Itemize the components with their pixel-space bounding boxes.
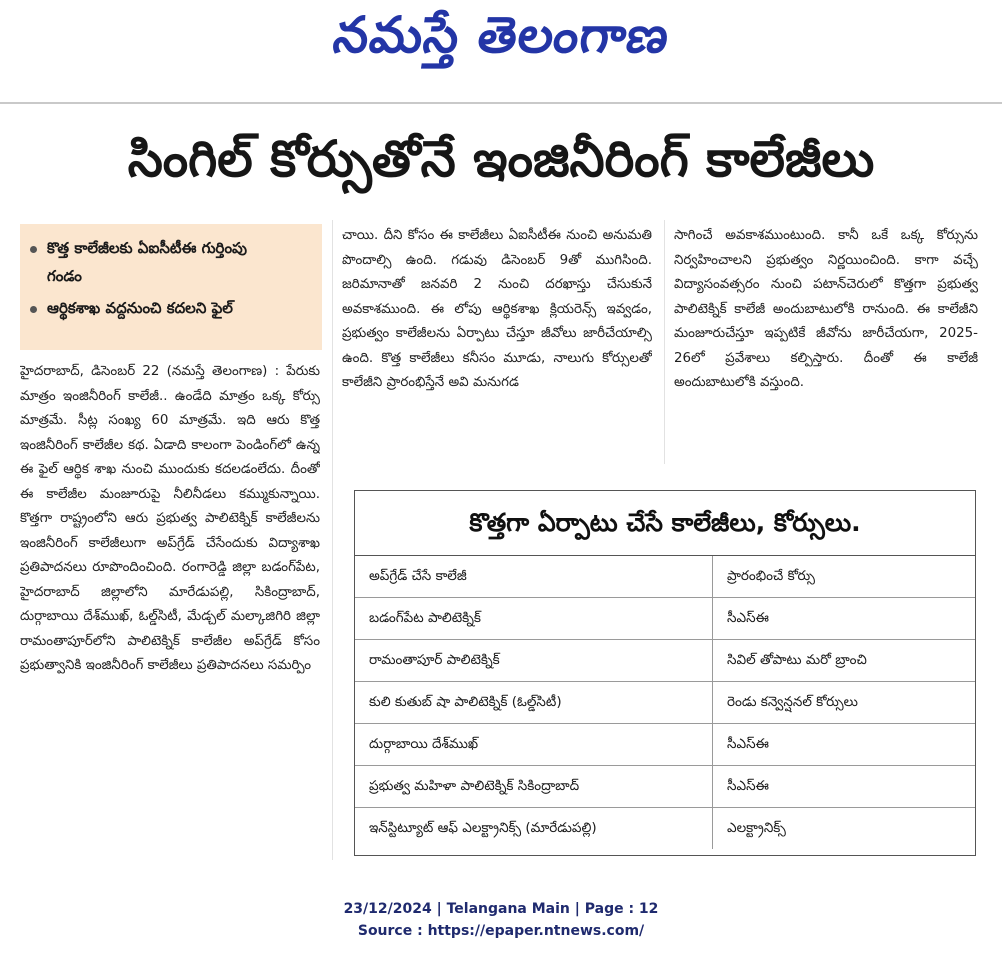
course-cell: సీఎస్‌ఈ bbox=[727, 778, 769, 794]
masthead bbox=[0, 0, 1002, 78]
article-paragraph: హైదరాబాద్, డిసెంబర్ 22 (నమస్తే తెలంగాణ) : పేరుకు మాత్రం ఇంజినీరింగ్ కాలేజీ.. ఉండేది మాత్రం ఒక్క కోర్సు మాత్రమే. సీట్ల సంఖ్య 60 మాత్రమే. ఇది ఆరు కొత్త ఇంజినీరింగ్ కాలేజీల కథ. ఏడాది కాలంగా పెండింగ్‌లో ఉన్న ఈ ఫైల్ ఆర్థిక శాఖ నుంచి ముందుకు కదలడంలేదు. దీంతో ఈ కాలేజీల మంజూరుపై నీలినీడలు కమ్ముకున్నాయి. కొత్తగా రాష్ట్రంలోని ఆరు ప్రభుత్వ పాలిటెక్నిక్ కాలేజీలను ఇంజినీరింగ్ కాలేజీలుగా అప్‌గ్రేడ్ చేసేందుకు విద్యాశాఖ ప్రతిపాదనలు రూపొందించింది. రంగారెడ్డి జిల్లా బడంగ్‌పేట, హైదరాబాద్ జిల్లాలోని మారేడుపల్లి, సికింద్రాబాద్, దుర్గాబాయి దేశ్‌ముఖ్, ఓల్డ్‌సిటీ, మేడ్చల్ మల్కాజిగిరి జిల్లా రామంతాపూర్‌లోని పాలిటెక్నిక్ కాలేజీల అప్‌గ్రేడ్ కోసం ప్రభుత్వానికి ఇంజినీరింగ్ కాలేజీలు ప్రతిపాదనలు సమర్పిం bbox=[20, 364, 320, 673]
college-cell: రామంతాపూర్ పాలిటెక్నిక్ bbox=[355, 640, 713, 681]
bullet-icon bbox=[30, 306, 37, 313]
highlight-item bbox=[30, 234, 314, 290]
course-cell: సీఎస్‌ఈ bbox=[727, 610, 769, 626]
page-footer bbox=[0, 898, 1002, 942]
article-paragraph: చాయి. దీని కోసం ఈ కాలేజీలు ఏఐసీటీఈ నుంచి అనుమతి పొందాల్సి ఉంది. గడువు డిసెంబర్ 9తో ముగిసింది. జరిమానాతో జనవరి 2 నుంచి దరఖాస్తు చేసుకునే అవకాశముంది. ఈ లోపు ఆర్థికశాఖ క్లియరెన్స్ ఇవ్వడం, ప్రభుత్వం కాలేజీలను ఏర్పాటు చేస్తూ జీవోలు జారీచేయాల్సి ఉంది. కొత్త కాలేజీలు కనీసం మూడు, నాలుగు కోర్సులతో కాలేజీని ప్రారంభిస్తేనే అవి మనుగడ bbox=[342, 228, 652, 390]
article-column-3 bbox=[674, 224, 978, 464]
bullet-icon bbox=[30, 246, 37, 253]
article-column-2 bbox=[342, 224, 652, 464]
source-link[interactable]: https://epaper.ntnews.com/ bbox=[427, 923, 645, 939]
table-header-cell: ప్రారంభించే కోర్సు bbox=[727, 568, 816, 584]
course-cell: సివిల్ తోపాటు మరో బ్రాంచి bbox=[727, 652, 867, 668]
highlight-item bbox=[30, 294, 314, 322]
colleges-table bbox=[354, 490, 976, 856]
table-header-cell: అప్‌గ్రేడ్ చేసే కాలేజీ bbox=[355, 556, 713, 597]
source-line bbox=[0, 920, 1002, 942]
article-paragraph: సాగించే అవకాశముంటుంది. కానీ ఒకే ఒక్క కోర్సును నిర్వహించాలని ప్రభుత్వం నిర్ణయించింది. కాగా వచ్చే విద్యాసంవత్సరం నుంచి పటాన్‌చెరులో కొత్తగా ప్రభుత్వ పాలిటెక్నిక్ కాలేజీ అందుబాటులోకి రానుంది. ఈ కాలేజీని మంజూరుచేస్తూ ఇప్పటికే జీవోను జారీచేయగా, 2025-26లో ప్రవేశాలు కల్పిస్తారు. దీంతో ఈ కాలేజీ అందుబాటులోకి వస్తుంది. bbox=[674, 228, 978, 390]
college-cell: ప్రభుత్వ మహిళా పాలిటెక్నిక్ సికింద్రాబాద్ bbox=[355, 766, 713, 807]
table-row bbox=[355, 682, 975, 724]
course-cell: రెండు కన్వెన్షనల్ కోర్సులు bbox=[727, 694, 858, 710]
college-cell: కులి కుతుబ్ షా పాలిటెక్నిక్ (ఓల్డ్‌సిటీ) bbox=[355, 682, 713, 723]
table-row bbox=[355, 598, 975, 640]
table-row bbox=[355, 640, 975, 682]
table-row bbox=[355, 766, 975, 808]
article-column-1 bbox=[20, 360, 320, 860]
college-cell: బడంగ్‌పేట పాలిటెక్నిక్ bbox=[355, 598, 713, 639]
source-label: Source : bbox=[357, 923, 428, 939]
highlight-text: ఆర్థికశాఖ వద్దనుంచి కదలని ఫైల్ bbox=[47, 299, 233, 317]
headline: సింగిల్ కోర్సుతోనే ఇంజినీరింగ్ కాలేజీలు bbox=[127, 130, 875, 188]
course-cell: సీఎస్‌ఈ bbox=[727, 736, 769, 752]
masthead-divider bbox=[0, 102, 1002, 104]
table-header-row bbox=[355, 556, 975, 598]
table-row bbox=[355, 808, 975, 849]
table-title: కొత్తగా ఏర్పాటు చేసే కాలేజీలు, కోర్సులు. bbox=[355, 491, 975, 556]
highlights-box bbox=[20, 224, 322, 350]
college-cell: దుర్గాబాయి దేశ్‌ముఖ్ bbox=[355, 724, 713, 765]
column-divider bbox=[664, 220, 665, 464]
table-row bbox=[355, 724, 975, 766]
highlight-text: కొత్త కాలేజీలకు ఏఐసీటీఈ గుర్తింపు గండం bbox=[47, 239, 248, 285]
college-cell: ఇన్‌స్టిట్యూట్ ఆఫ్ ఎలక్ట్రానిక్స్ (మారేడుపల్లి) bbox=[355, 808, 713, 849]
newspaper-logo: నమస్తే తెలంగాణ bbox=[330, 6, 674, 64]
edition-info: 23/12/2024 | Telangana Main | Page : 12 bbox=[343, 901, 659, 917]
column-divider bbox=[332, 220, 333, 860]
course-cell: ఎలక్ట్రానిక్స్ bbox=[727, 820, 786, 836]
